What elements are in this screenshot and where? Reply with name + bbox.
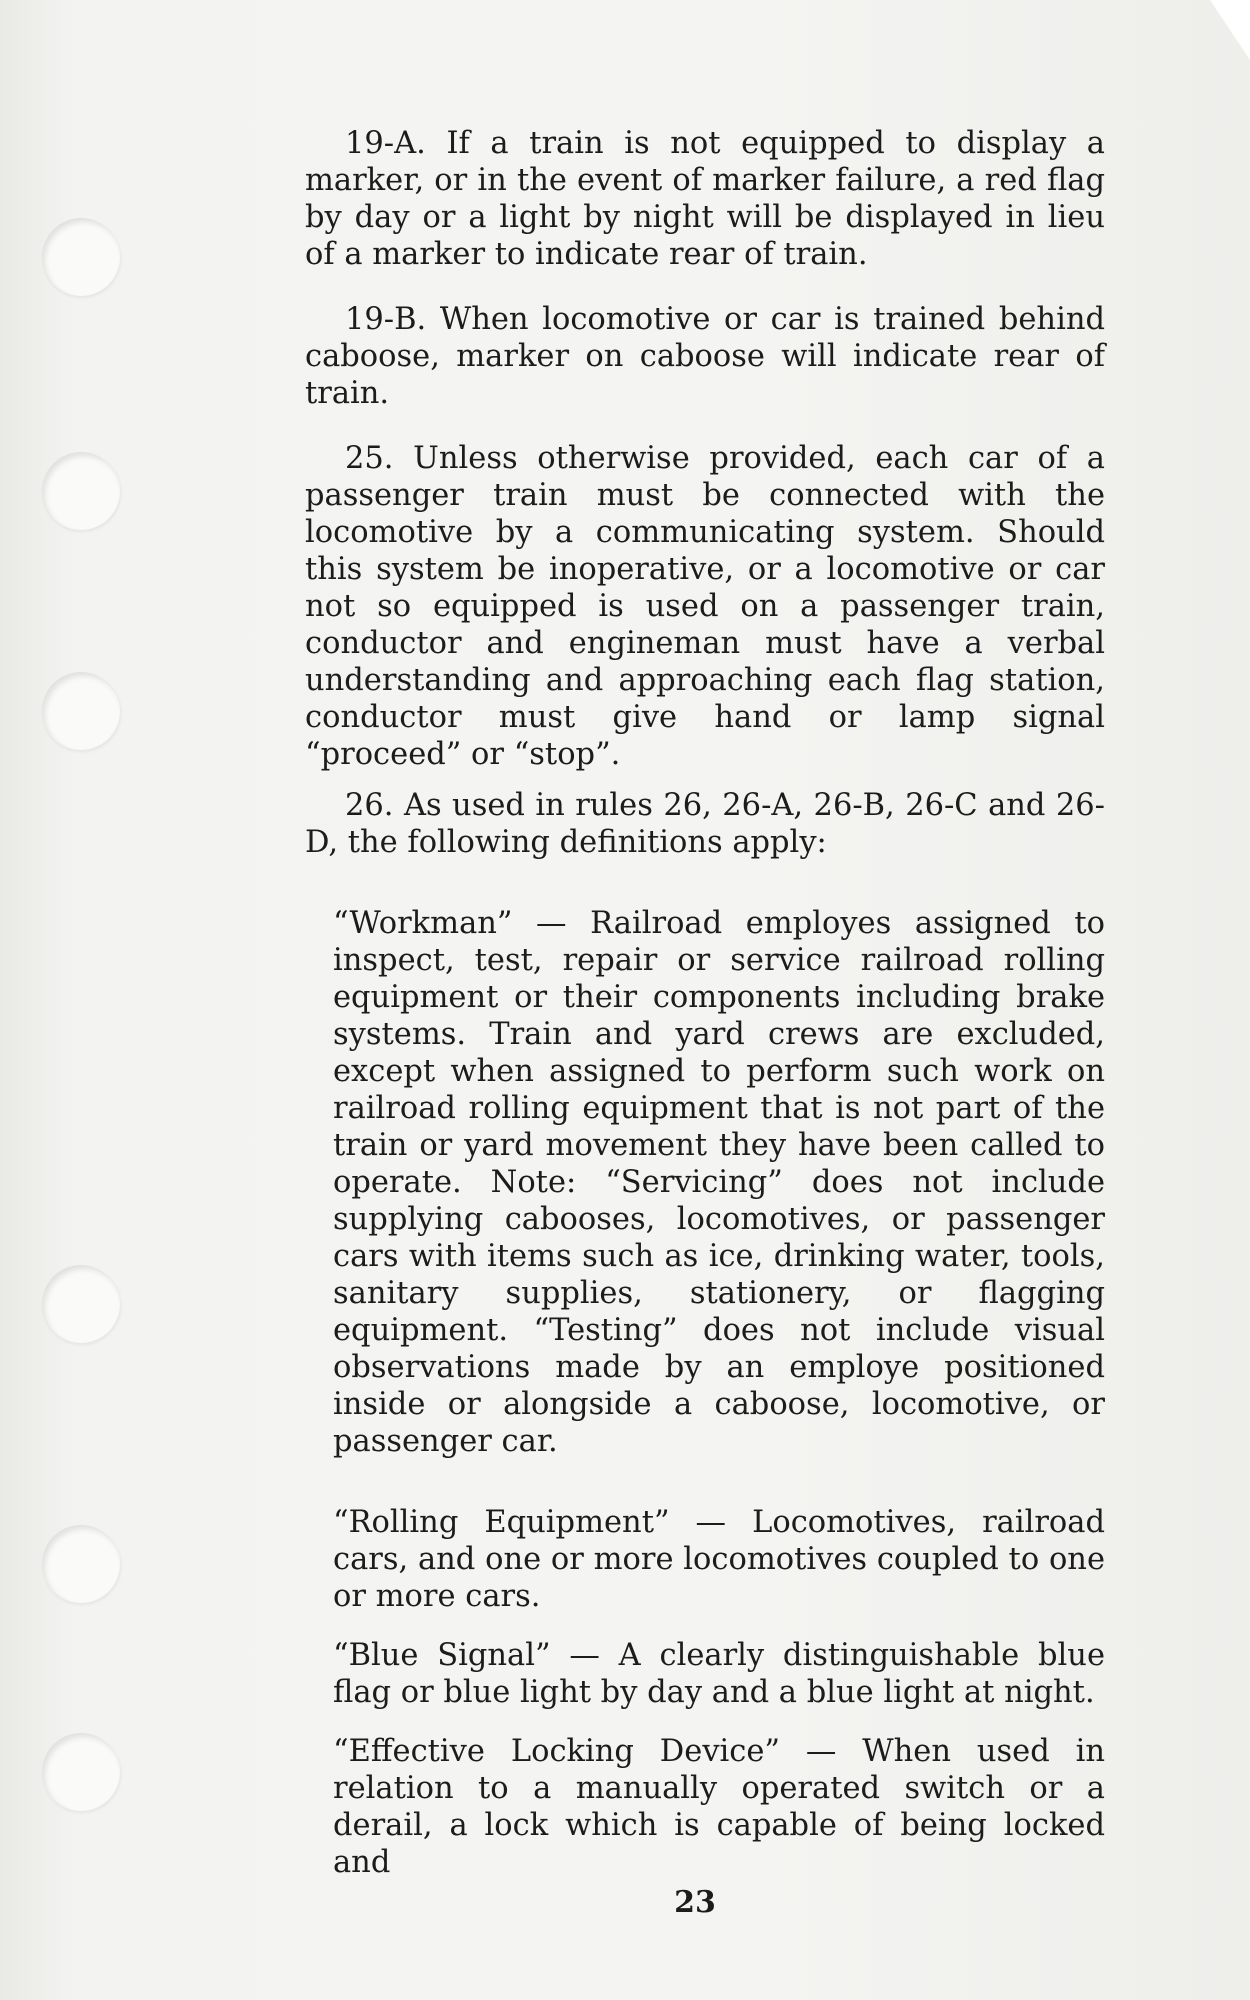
binder-hole bbox=[42, 1525, 120, 1603]
binder-hole bbox=[42, 1265, 120, 1343]
rule-19b: 19-B. When locomotive or car is trained behind caboose, marker on caboose will indicate rear of train. bbox=[305, 302, 1105, 411]
definition-rolling-equipment: “Rolling Equipment” — Locomotives, railroad cars, and one or more locomotives coupled to one or more cars. bbox=[333, 1505, 1105, 1614]
binder-hole bbox=[42, 672, 120, 750]
page-corner-fold bbox=[1210, 0, 1250, 60]
rule-26: 26. As used in rules 26, 26-A, 26-B, 26-C and 26-D, the following definitions apply: bbox=[305, 788, 1105, 860]
page-number: 23 bbox=[674, 1885, 716, 1920]
rules-text bbox=[305, 125, 1105, 1881]
definition-effective-locking-device: “Effective Locking Device” — When used in relation to a manually operated switch or a derail, a lock which is capable of being locked and bbox=[333, 1734, 1105, 1880]
definition-workman: “Workman” — Railroad employes assigned to inspect, test, repair or service railroad rolling equipment or their components including brake systems. Train and yard crews are excluded, except when assigned to perform such work on railroad rolling equipment that is not part of the train or yard movement they have been called to operate. Note: “Servicing” does not include supplying cabooses, locomotives, or passenger cars with items such as ice, drinking water, tools, sanitary supplies, stationery, or flagging equipment. “Testing” does not include visual observations made by an employe positioned inside or alongside a caboose, locomotive, or passenger car. bbox=[333, 906, 1105, 1459]
rule-19a: 19-A. If a train is not equipped to display a marker, or in the event of marker failure, a red flag by day or a light by night will be displayed in lieu of a marker to indicate rear of train. bbox=[305, 126, 1105, 272]
rule-25: 25. Unless otherwise provided, each car of a passenger train must be connected with the locomotive by a communicating system. Should this system be inoperative, or a locomotive or car not so equipped is used on a passenger train, conductor and engineman must have a verbal understanding and approaching each flag station, conductor must give hand or lamp signal “proceed” or “stop”. bbox=[305, 441, 1105, 772]
binder-hole bbox=[42, 218, 120, 296]
binder-hole bbox=[42, 1733, 120, 1811]
binder-hole bbox=[42, 452, 120, 530]
definition-blue-signal: “Blue Signal” — A clearly distinguishable blue flag or blue light by day and a blue light at night. bbox=[333, 1638, 1105, 1710]
